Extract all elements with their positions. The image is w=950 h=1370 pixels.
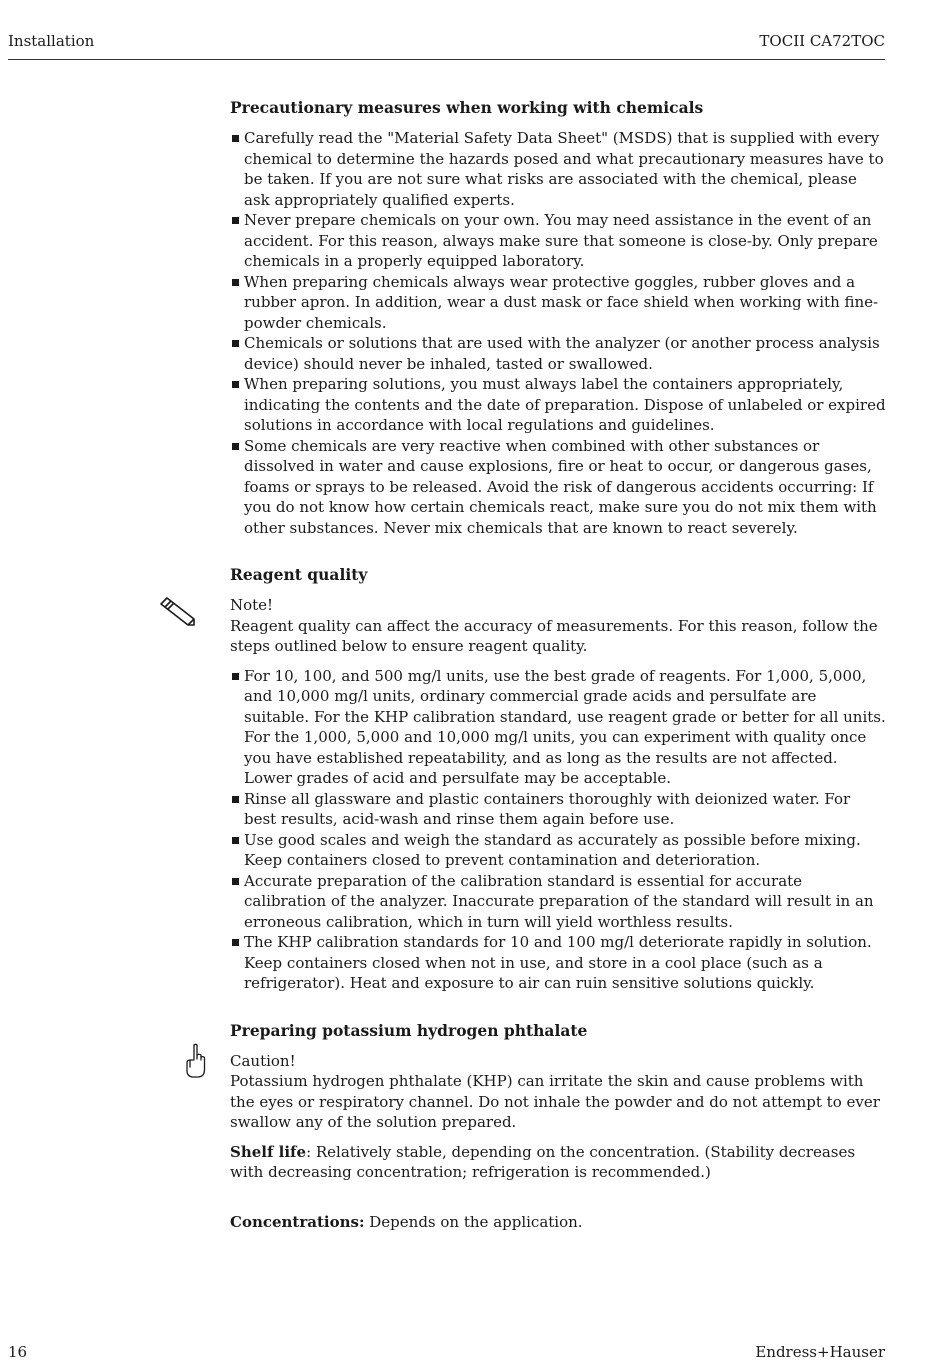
concentrations-label: Concentrations: <box>230 1212 365 1231</box>
list-item: When preparing chemicals always wear protective goggles, rubber gloves and a rubber apron. In addition, wear a dust mask or face shield when working with fine-powder chemicals. <box>230 272 886 334</box>
shelf-life-text: : Relatively stable, depending on the concentration. (Stability decreases with decreasing concentration; refrigeration is recommended.) <box>230 1142 856 1181</box>
pencil-icon <box>158 595 198 627</box>
section-title-khp: Preparing potassium hydrogen phthalate <box>230 1020 588 1040</box>
shelf-life-paragraph <box>230 1142 886 1183</box>
caution-title: Caution! <box>230 1051 296 1070</box>
pointing-hand-icon <box>184 1043 208 1081</box>
concentrations-paragraph <box>230 1212 886 1233</box>
list-item: When preparing solutions, you must always label the containers appropriately, indicating the contents and the date of preparation. Dispose of unlabeled or expired solutions in accordance with local regulations and guidelines. <box>230 374 886 436</box>
caution-body: Potassium hydrogen phthalate (KHP) can irritate the skin and cause problems with the eyes or respiratory channel. Do not inhale the powder and do not attempt to ever swallow any of the solution prepared. <box>230 1072 880 1131</box>
page-number: 16 <box>8 1343 28 1361</box>
note-title: Note! <box>230 596 274 614</box>
concentrations-text: Depends on the application. <box>364 1212 583 1231</box>
footer-brand: Endress+Hauser <box>755 1343 885 1361</box>
section-title-reagent: Reagent quality <box>230 565 368 584</box>
list-item: The KHP calibration standards for 10 and 100 mg/l deteriorate rapidly in solution. Keep containers closed when not in use, and store in a cool place (such as a refrigerator). Heat and exposure to air can ruin sensitive solutions quickly. <box>230 932 886 994</box>
list-item: Rinse all glassware and plastic containers thoroughly with deionized water. For best results, acid-wash and rinse them again before use. <box>230 789 886 830</box>
header-divider <box>8 59 885 60</box>
running-header-section: Installation <box>8 32 95 50</box>
running-header-product: TOCII CA72TOC <box>759 32 885 50</box>
list-item: Carefully read the "Material Safety Data Sheet" (MSDS) that is supplied with every chemical to determine the hazards posed and what precautionary measures have to be taken. If you are not sure what risks are associated with the chemical, please ask appropriately qualified experts. <box>230 128 886 210</box>
list-item: Chemicals or solutions that are used with the analyzer (or another process analysis device) should never be inhaled, tasted or swallowed. <box>230 333 886 374</box>
section-title-precautions: Precautionary measures when working with chemicals <box>230 98 704 117</box>
reagent-list <box>230 666 886 994</box>
precautions-list <box>230 128 886 538</box>
list-item: Never prepare chemicals on your own. You may need assistance in the event of an accident. For this reason, always make sure that someone is close-by. Only prepare chemicals in a properly equipped laboratory. <box>230 210 886 272</box>
caution-block <box>230 1051 886 1133</box>
note-body: Reagent quality can affect the accuracy of measurements. For this reason, follow the steps outlined below to ensure reagent quality. <box>230 616 878 655</box>
note-block <box>230 595 886 657</box>
list-item: Use good scales and weigh the standard as accurately as possible before mixing. Keep containers closed to prevent contamination and deterioration. <box>230 830 886 871</box>
list-item: For 10, 100, and 500 mg/l units, use the best grade of reagents. For 1,000, 5,000, and 10,000 mg/l units, ordinary commercial grade acids and persulfate are suitable. For the KHP calibration standard, use reagent grade or better for all units. For the 1,000, 5,000 and 10,000 mg/l units, you can experiment with quality once you have established repeatability, and as long as the results are not affected. Lower grades of acid and persulfate may be acceptable. <box>230 666 886 789</box>
list-item: Accurate preparation of the calibration standard is essential for accurate calibration of the analyzer. Inaccurate preparation of the standard will result in an erroneous calibration, which in turn will yield worthless results. <box>230 871 886 933</box>
main-content <box>230 97 886 1241</box>
list-item: Some chemicals are very reactive when combined with other substances or dissolved in water and cause explosions, fire or heat to occur, or dangerous gases, foams or sprays to be released. Avoid the risk of dangerous accidents occurring: If you do not know how certain chemicals react, make sure you do not mix them with other substances. Never mix chemicals that are known to react severely. <box>230 436 886 539</box>
shelf-life-label: Shelf life <box>230 1142 307 1161</box>
